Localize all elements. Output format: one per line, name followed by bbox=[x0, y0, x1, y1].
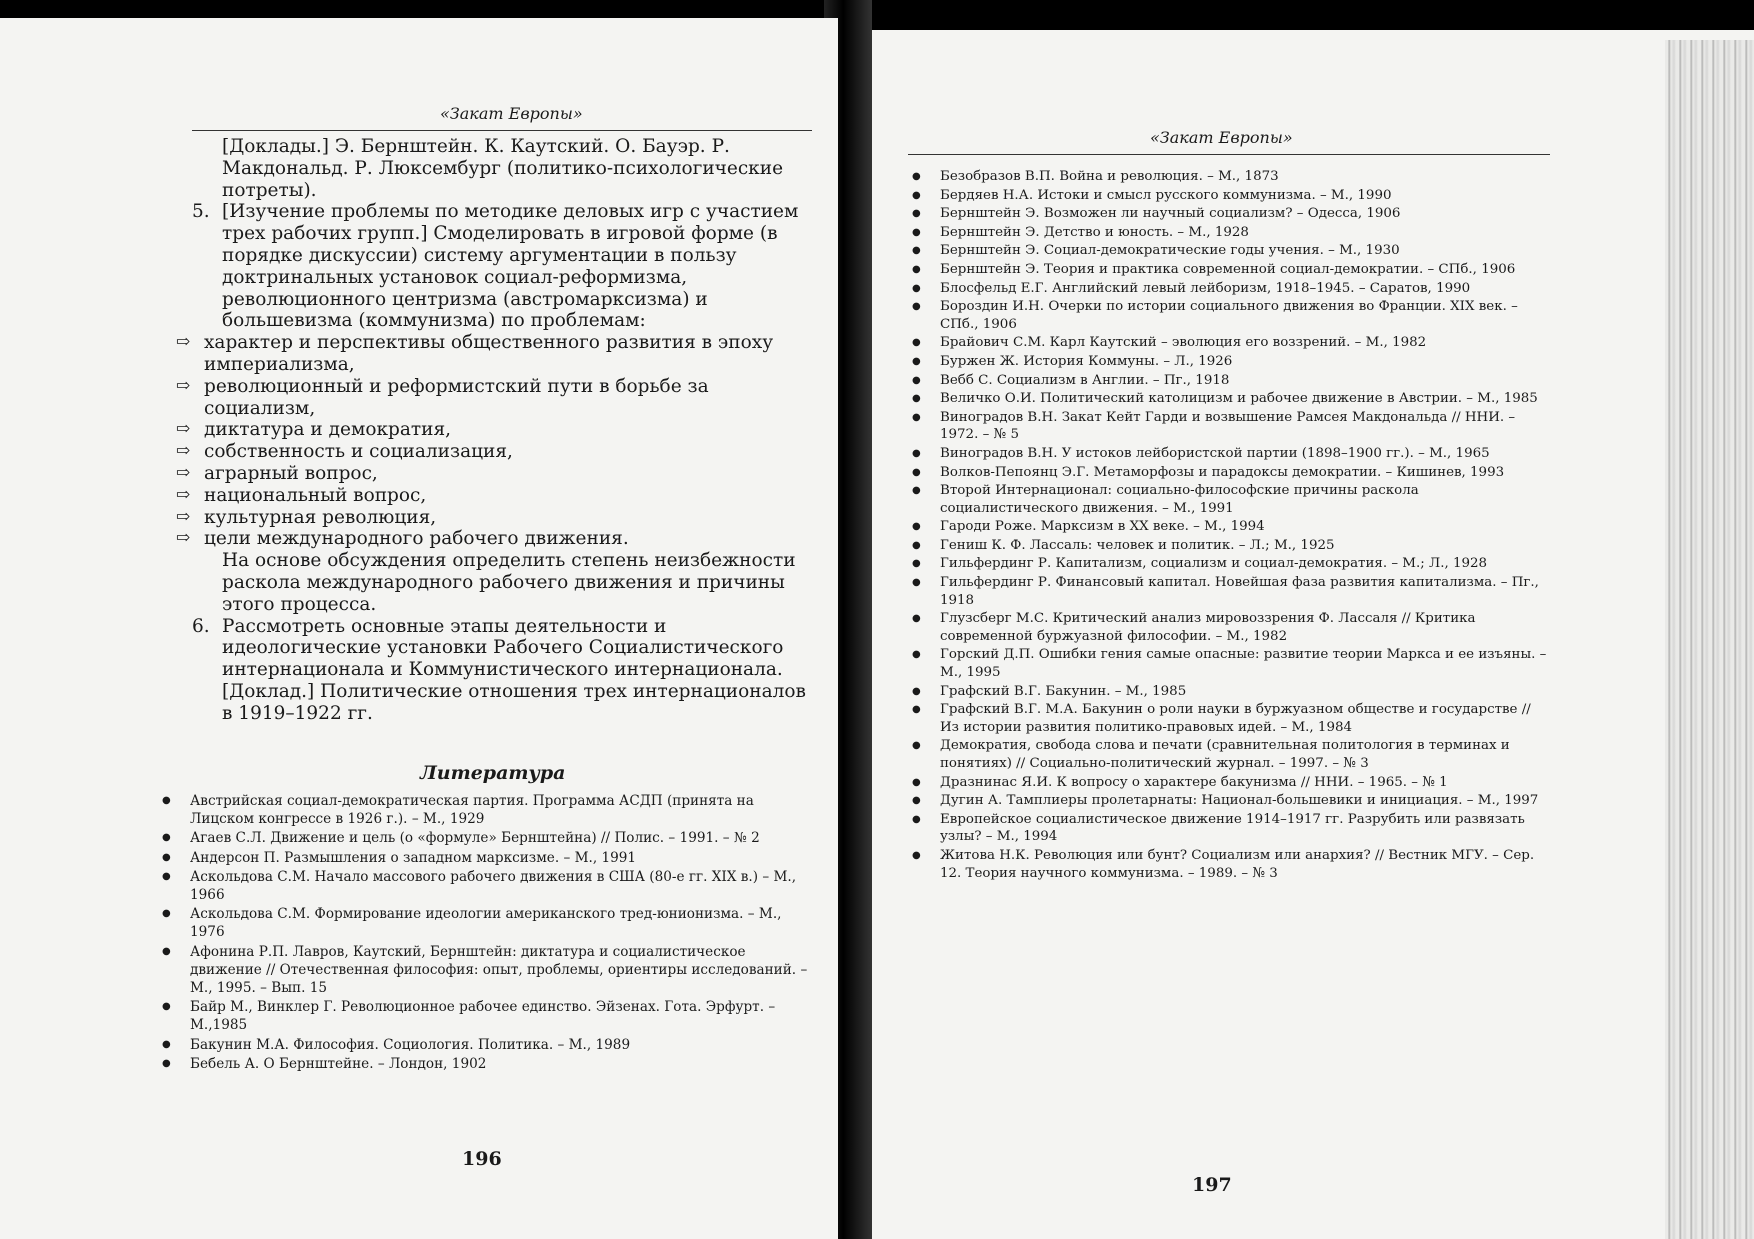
topic-text: собственность и социализация, bbox=[204, 441, 513, 463]
arrow-bullet-icon: ⇨ bbox=[176, 441, 191, 462]
arrow-bullet-icon: ⇨ bbox=[176, 375, 191, 396]
reference-item: ● Европейское социалистическое движение 1914–1917 гг. Разрубить или развязать узлы? – М., 1994 bbox=[912, 811, 1548, 846]
reference-list bbox=[162, 792, 812, 1074]
topic-text: диктатура и демократия, bbox=[204, 419, 452, 441]
running-header: «Закат Европы» bbox=[1150, 128, 1293, 147]
reference-item: ● Аскольдова С.М. Формирование идеологии американского тред-юнионизма. – М., 1976 bbox=[162, 905, 812, 941]
reference-item: ● Байр М., Винклер Г. Революционное рабочее единство. Эйзенах. Гота. Эрфурт. – М.,1985 bbox=[162, 998, 812, 1034]
topic-item bbox=[176, 485, 814, 507]
page-number: 197 bbox=[1192, 1174, 1232, 1196]
reference-item: ● Гильфердинг Р. Финансовый капитал. Новейшая фаза развития капитализма. – Пг., 1918 bbox=[912, 574, 1548, 609]
arrow-bullet-icon: ⇨ bbox=[176, 462, 191, 483]
task-text: [Изучение проблемы по методике деловых игр с участием трех рабочих групп.] Смоделировать в игровой форме (в порядке дискуссии) систему аргументации в пользу доктринальных установок социал-реформизма, революционного центризма (австромарксизма) и большевизма (коммунизма) по проблемам: bbox=[222, 201, 799, 332]
task-text: Рассмотреть основные этапы деятельности и идеологические установки Рабочего Социалистического интернационала и Коммунистического интернационала. bbox=[222, 615, 784, 681]
reference-item: ● Бернштейн Э. Теория и практика современной социал-демократии. – СПб., 1906 bbox=[912, 261, 1548, 279]
arrow-bullet-icon: ⇨ bbox=[176, 419, 191, 440]
topic-item bbox=[176, 441, 814, 463]
task-6 bbox=[186, 616, 814, 681]
topic-text: цели международного рабочего движения. bbox=[204, 528, 629, 550]
task-report: [Доклад.] Политические отношения трех интернационалов в 1919–1922 гг. bbox=[222, 680, 806, 724]
topic-text: национальный вопрос, bbox=[204, 484, 427, 506]
right-page bbox=[872, 30, 1754, 1239]
reference-item: ● Гильфердинг Р. Капитализм, социализм и социал-демократия. – М.; Л., 1928 bbox=[912, 555, 1548, 573]
task-number: 5. bbox=[192, 201, 210, 223]
reference-item: ● Горский Д.П. Ошибки гения самые опасные: развитие теории Маркса и ее изъяны. – М., 1995 bbox=[912, 646, 1548, 681]
topic-item bbox=[176, 376, 814, 420]
arrow-bullet-icon: ⇨ bbox=[176, 484, 191, 505]
scan-edge-stripes bbox=[1665, 40, 1754, 1239]
reference-item: ● Вебб С. Социализм в Англии. – Пг., 1918 bbox=[912, 372, 1548, 390]
topic-item bbox=[176, 419, 814, 441]
reference-item: ● Бернштейн Э. Социал-демократические годы учения. – М., 1930 bbox=[912, 242, 1548, 260]
arrow-bullet-icon: ⇨ bbox=[176, 506, 191, 527]
reference-item: ● Величко О.И. Политический католицизм и рабочее движение в Австрии. – М., 1985 bbox=[912, 390, 1548, 408]
header-rule bbox=[192, 130, 812, 131]
reference-item: ● Бернштейн Э. Детство и юность. – М., 1928 bbox=[912, 224, 1548, 242]
reference-item: ● Гениш К. Ф. Лассаль: человек и политик. – Л.; М., 1925 bbox=[912, 537, 1548, 555]
task-number: 6. bbox=[192, 615, 210, 637]
continuation-text: [Доклады.] Э. Бернштейн. К. Каутский. О. Бауэр. Р. Макдональд. Р. Люксембург (политико-психологические потреты). bbox=[222, 136, 784, 201]
reference-item: ● Гароди Роже. Марксизм в XX веке. – М., 1994 bbox=[912, 518, 1548, 536]
topic-text: аграрный вопрос, bbox=[204, 462, 378, 484]
reference-item: ● Демократия, свобода слова и печати (сравнительная политология в терминах и понятиях) // Социально-политический журнал. – 1997. – № 3 bbox=[912, 737, 1548, 772]
reference-item: ● Житова Н.К. Революция или бунт? Социализм или анархия? // Вестник МГУ. – Сер. 12. Теория научного коммунизма. – 1989. – № 3 bbox=[912, 847, 1548, 882]
reference-item: ● Безобразов В.П. Война и революция. – М., 1873 bbox=[912, 168, 1548, 186]
reference-item: ● Волков-Пепоянц Э.Г. Метаморфозы и парадоксы демократии. – Кишинев, 1993 bbox=[912, 464, 1548, 482]
topic-item bbox=[176, 507, 814, 529]
header-rule bbox=[908, 154, 1550, 155]
left-page bbox=[0, 18, 838, 1239]
running-header: «Закат Европы» bbox=[440, 104, 583, 123]
reference-item: ● Бердяев Н.А. Истоки и смысл русского коммунизма. – М., 1990 bbox=[912, 187, 1548, 205]
topic-item bbox=[176, 463, 814, 485]
reference-item: ● Глузсберг М.С. Критический анализ мировоззрения Ф. Лассаля // Критика современной буржуазной философии. – М., 1982 bbox=[912, 610, 1548, 645]
reference-item: ● Агаев С.Л. Движение и цель (о «формуле» Бернштейна) // Полис. – 1991. – № 2 bbox=[162, 829, 812, 847]
topic-list bbox=[176, 332, 814, 550]
reference-item: ● Виноградов В.Н. У истоков лейбористской партии (1898–1900 гг.). – М., 1965 bbox=[912, 445, 1548, 463]
reference-item: ● Буржен Ж. История Коммуны. – Л., 1926 bbox=[912, 353, 1548, 371]
page-number: 196 bbox=[462, 1148, 502, 1170]
reference-item: ● Блосфельд Е.Г. Английский левый лейборизм, 1918–1945. – Саратов, 1990 bbox=[912, 280, 1548, 298]
reference-item: ● Аскольдова С.М. Начало массового рабочего движения в США (80-е гг. XIX в.) – М., 1966 bbox=[162, 868, 812, 904]
arrow-bullet-icon: ⇨ bbox=[176, 332, 191, 353]
reference-item: ● Австрийская социал-демократическая партия. Программа АСДП (принята на Лицском конгрессе в 1926 г.). – М., 1929 bbox=[162, 792, 812, 828]
reference-item: ● Графский В.Г. Бакунин. – М., 1985 bbox=[912, 683, 1548, 701]
topic-text: революционный и реформистский пути в борьбе за социализм, bbox=[204, 375, 709, 419]
task-conclusion: На основе обсуждения определить степень неизбежности раскола международного рабочего движения и причины этого процесса. bbox=[222, 550, 796, 615]
reference-item: ● Бебель А. О Бернштейне. – Лондон, 1902 bbox=[162, 1055, 812, 1073]
reference-item: ● Андерсон П. Размышления о западном марксизме. – М., 1991 bbox=[162, 849, 812, 867]
topic-item bbox=[176, 332, 814, 376]
tasks-block bbox=[176, 136, 814, 725]
literature-title: Литература bbox=[420, 762, 566, 784]
reference-list bbox=[912, 168, 1548, 883]
topic-text: культурная революция, bbox=[204, 506, 437, 528]
task-5 bbox=[186, 201, 814, 332]
reference-item: ● Бакунин М.А. Философия. Социология. Политика. – М., 1989 bbox=[162, 1036, 812, 1054]
topic-item bbox=[176, 528, 814, 550]
reference-item: ● Дугин А. Тамплиеры пролетарнаты: Национал-большевики и инициация. – М., 1997 bbox=[912, 792, 1548, 810]
arrow-bullet-icon: ⇨ bbox=[176, 528, 191, 549]
reference-item: ● Брайович С.М. Карл Каутский – эволюция его воззрений. – М., 1982 bbox=[912, 334, 1548, 352]
topic-text: характер и перспективы общественного развития в эпоху империализма, bbox=[204, 332, 774, 375]
reference-item: ● Второй Интернационал: социально-философские причины раскола социалистического движения. – М., 1991 bbox=[912, 482, 1548, 517]
reference-item: ● Афонина Р.П. Лавров, Каутский, Бернштейн: диктатура и социалистическое движение // Отечественная философия: опыт, проблемы, ориентиры исследований. – М., 1995. – Вып. 15 bbox=[162, 943, 812, 998]
reference-item: ● Графский В.Г. М.А. Бакунин о роли науки в буржуазном обществе и государстве // Из истории развития политико-правовых идей. – М., 1984 bbox=[912, 701, 1548, 736]
reference-item: ● Бернштейн Э. Возможен ли научный социализм? – Одесса, 1906 bbox=[912, 205, 1548, 223]
reference-item: ● Бороздин И.Н. Очерки по истории социального движения во Франции. XIX век. – СПб., 1906 bbox=[912, 298, 1548, 333]
reference-item: ● Виноградов В.Н. Закат Кейт Гарди и возвышение Рамсея Макдональда // ННИ. – 1972. – № 5 bbox=[912, 409, 1548, 444]
reference-item: ● Дразнинас Я.И. К вопросу о характере бакунизма // ННИ. – 1965. – № 1 bbox=[912, 774, 1548, 792]
